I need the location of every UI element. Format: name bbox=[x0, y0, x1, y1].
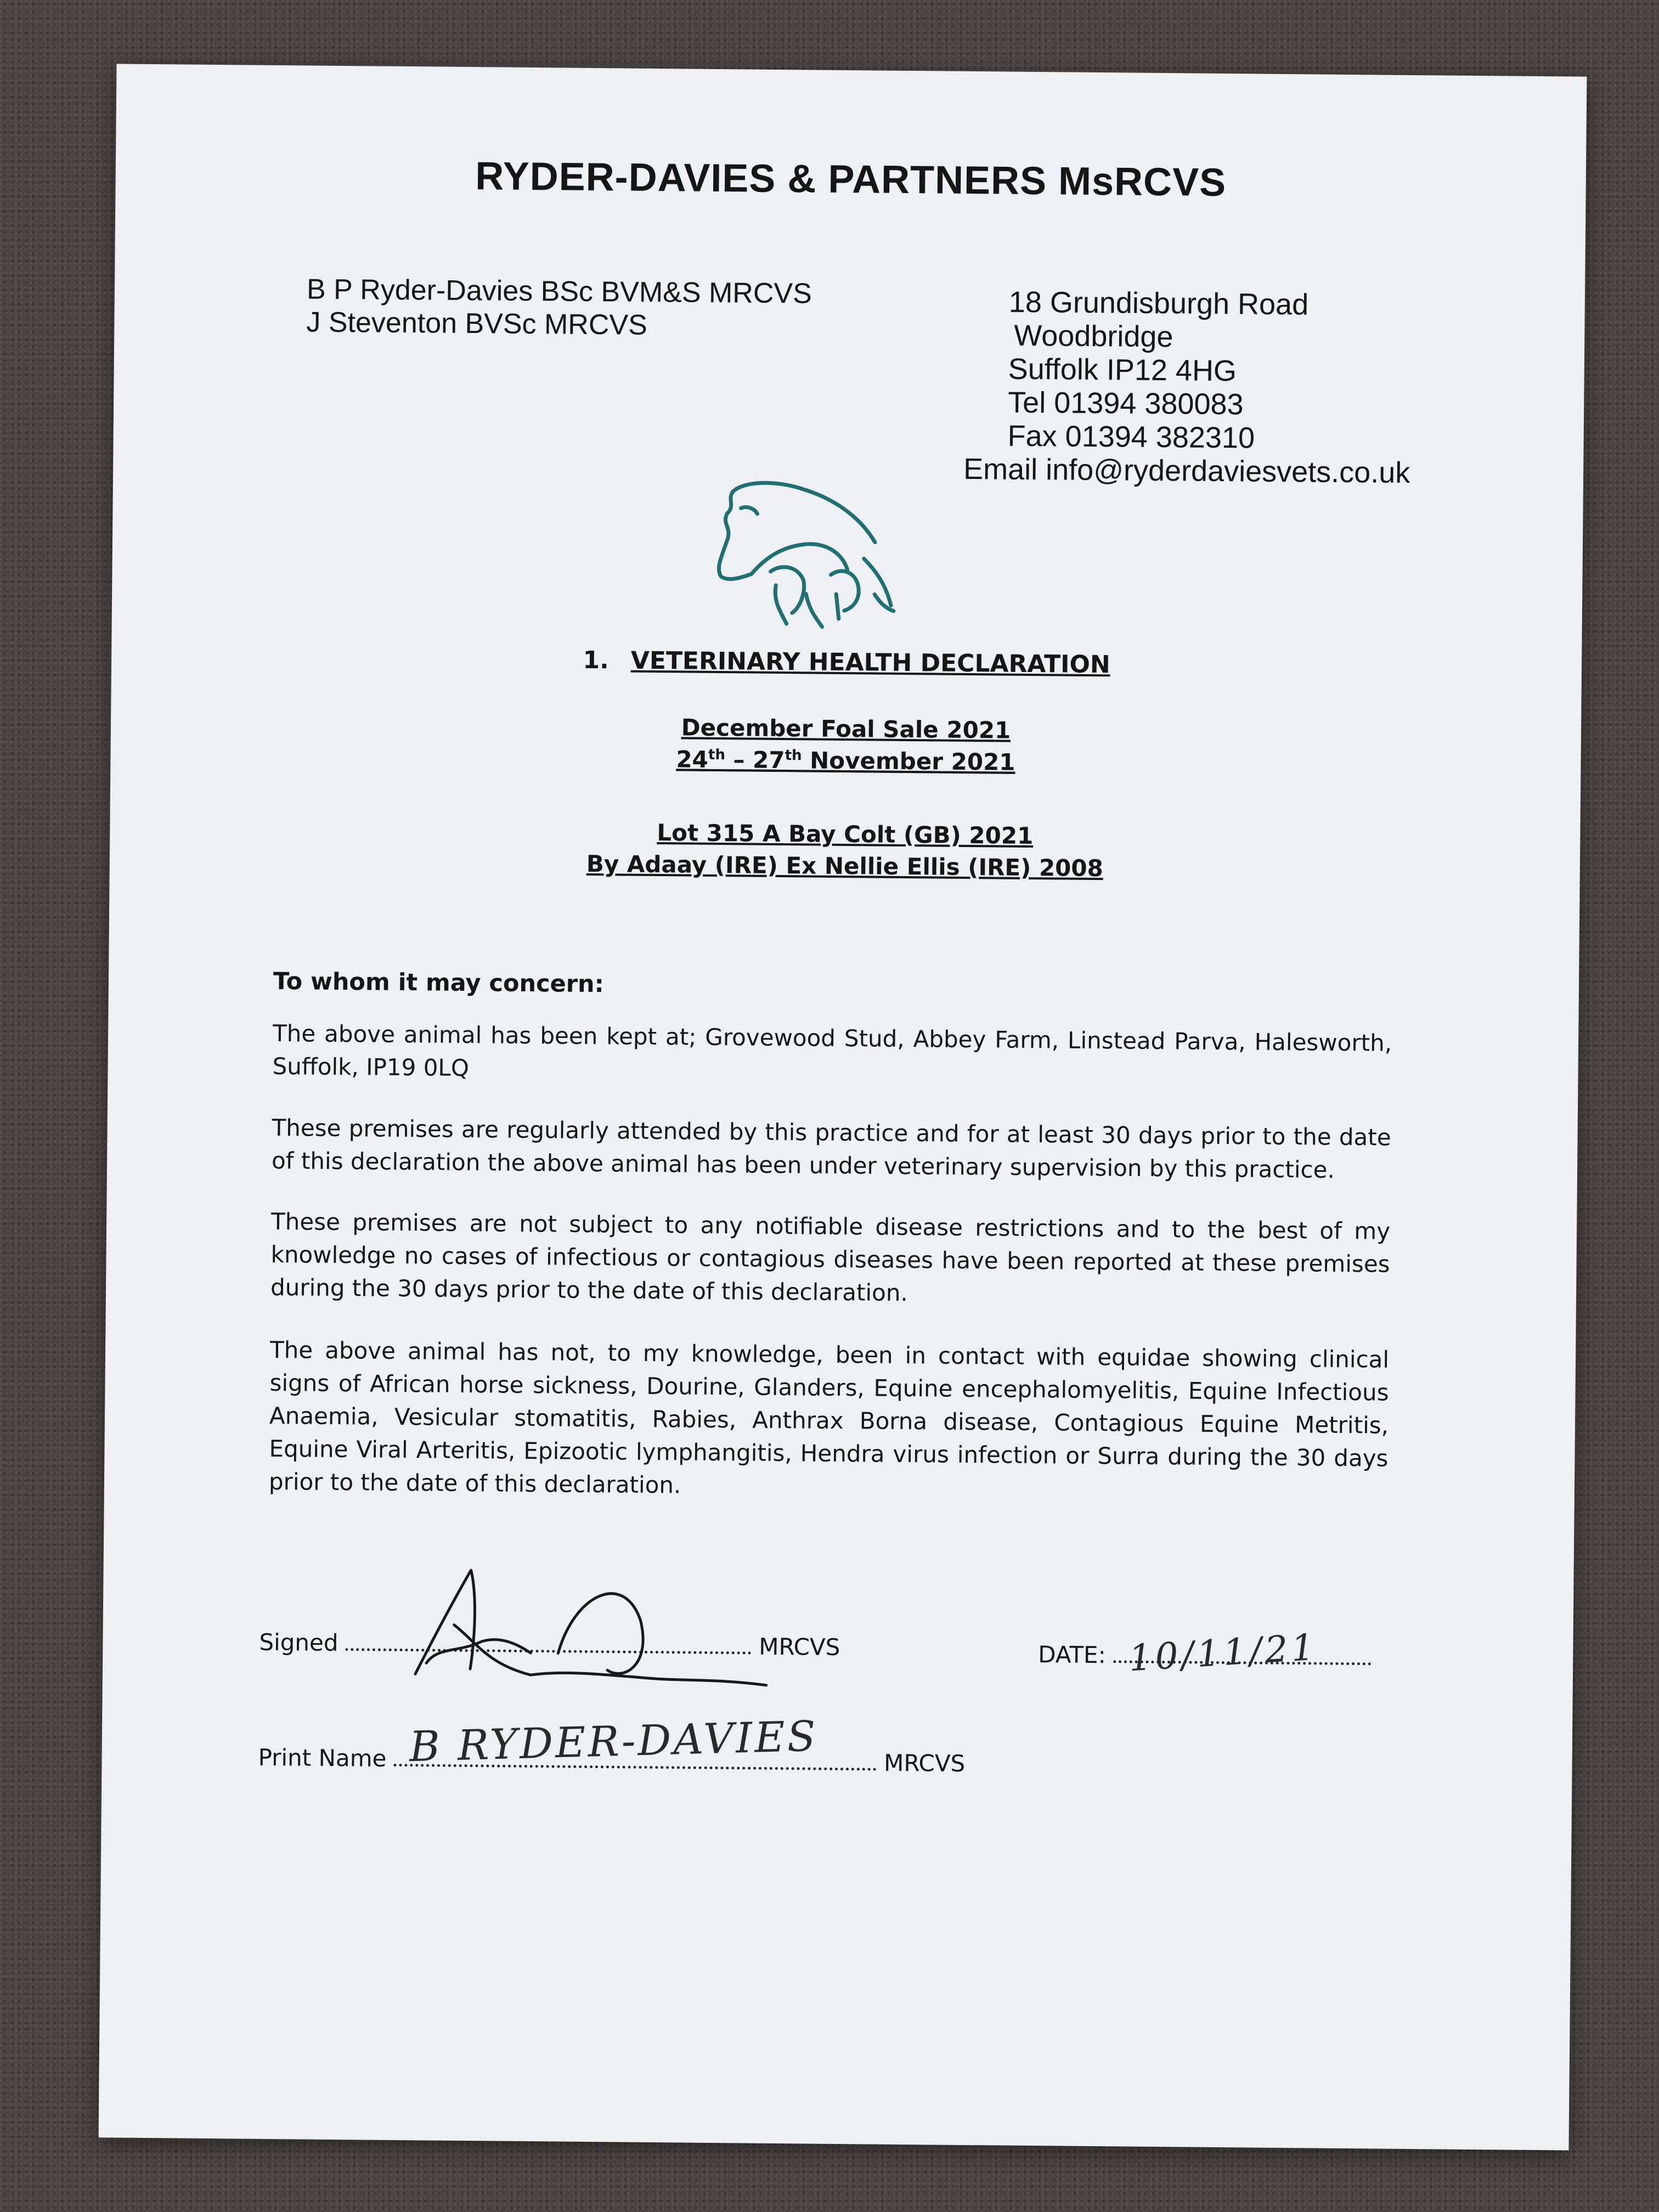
paragraph-premises: The above animal has been kept at; Grovewood Stud, Abbey Farm, Linstead Parva, Halesworth, Suffolk, IP19 0LQ bbox=[272, 1019, 1392, 1082]
address-town: Woodbridge bbox=[1014, 319, 1173, 354]
declaration-heading bbox=[111, 642, 1582, 682]
vet-name: J Steventon BVSc MRCVS bbox=[306, 306, 648, 341]
declaration-number: 1. bbox=[583, 646, 610, 675]
paragraph-disease-restrictions: These premises are not subject to any notifiable disease restrictions and to the best of my knowledge no cases of infectious or contagious diseases have been reported at these premises during the 30 days prior to the date of this declaration. bbox=[270, 1207, 1391, 1307]
salutation: To whom it may concern: bbox=[273, 967, 605, 998]
telephone: Tel 01394 380083 bbox=[1007, 386, 1244, 421]
breeding-description: By Adaay (IRE) Ex Nellie Ellis (IRE) 2008 bbox=[586, 850, 1104, 882]
paragraph-supervision: These premises are regularly attended by this practice and for at least 30 days prior to the date of this declaration the above animal has been under veterinary supervision by this practice. bbox=[271, 1114, 1391, 1183]
declaration-title: VETERINARY HEALTH DECLARATION bbox=[630, 646, 1110, 679]
handwritten-signature bbox=[393, 1559, 789, 1705]
email: Email info@ryderdaviesvets.co.uk bbox=[963, 452, 1410, 489]
vet-name: B P Ryder-Davies BSc BVM&S MRCVS bbox=[306, 273, 812, 310]
handwritten-date: 10/11/21 bbox=[1127, 1626, 1319, 1680]
sale-dates: 24th – 27th November 2021 bbox=[676, 746, 1015, 776]
handwritten-print-name: B RYDER-DAVIES bbox=[408, 1711, 819, 1771]
document-page bbox=[99, 64, 1587, 2150]
address-county-postcode: Suffolk IP12 4HG bbox=[1008, 352, 1237, 388]
horse-dog-cat-logo-icon bbox=[709, 475, 898, 647]
date-label: DATE: bbox=[1038, 1641, 1106, 1669]
paragraph-disease-contact: The above animal has not, to my knowledge, been in contact with equidae showing clinical signs of African horse sickness, Dourine, Glanders, Equine encephalomyelitis, Equine Infectious Anaemia, Vesicular stomatitis, Rabies, Anthrax Borna disease, Contagious Equine Metritis, Equine Viral Arteritis, Epizootic lymphangitis, Hendra virus infection or Surra during the 30 days prior to the date of this declaration. bbox=[268, 1336, 1390, 1499]
signed-label: Signed bbox=[259, 1628, 338, 1657]
signed-suffix: MRCVS bbox=[759, 1633, 840, 1661]
sale-name: December Foal Sale 2021 bbox=[681, 714, 1011, 744]
address-street: 18 Grundisburgh Road bbox=[1008, 285, 1309, 321]
print-name-suffix: MRCVS bbox=[883, 1749, 966, 1777]
fax: Fax 01394 382310 bbox=[1007, 419, 1255, 455]
lot-description: Lot 315 A Bay Colt (GB) 2021 bbox=[657, 819, 1034, 850]
vet-list bbox=[306, 273, 812, 343]
firm-name: RYDER-DAVIES & PARTNERS MsRCVS bbox=[475, 154, 1227, 205]
print-name-label: Print Name bbox=[258, 1743, 387, 1772]
practice-address bbox=[963, 285, 1412, 490]
